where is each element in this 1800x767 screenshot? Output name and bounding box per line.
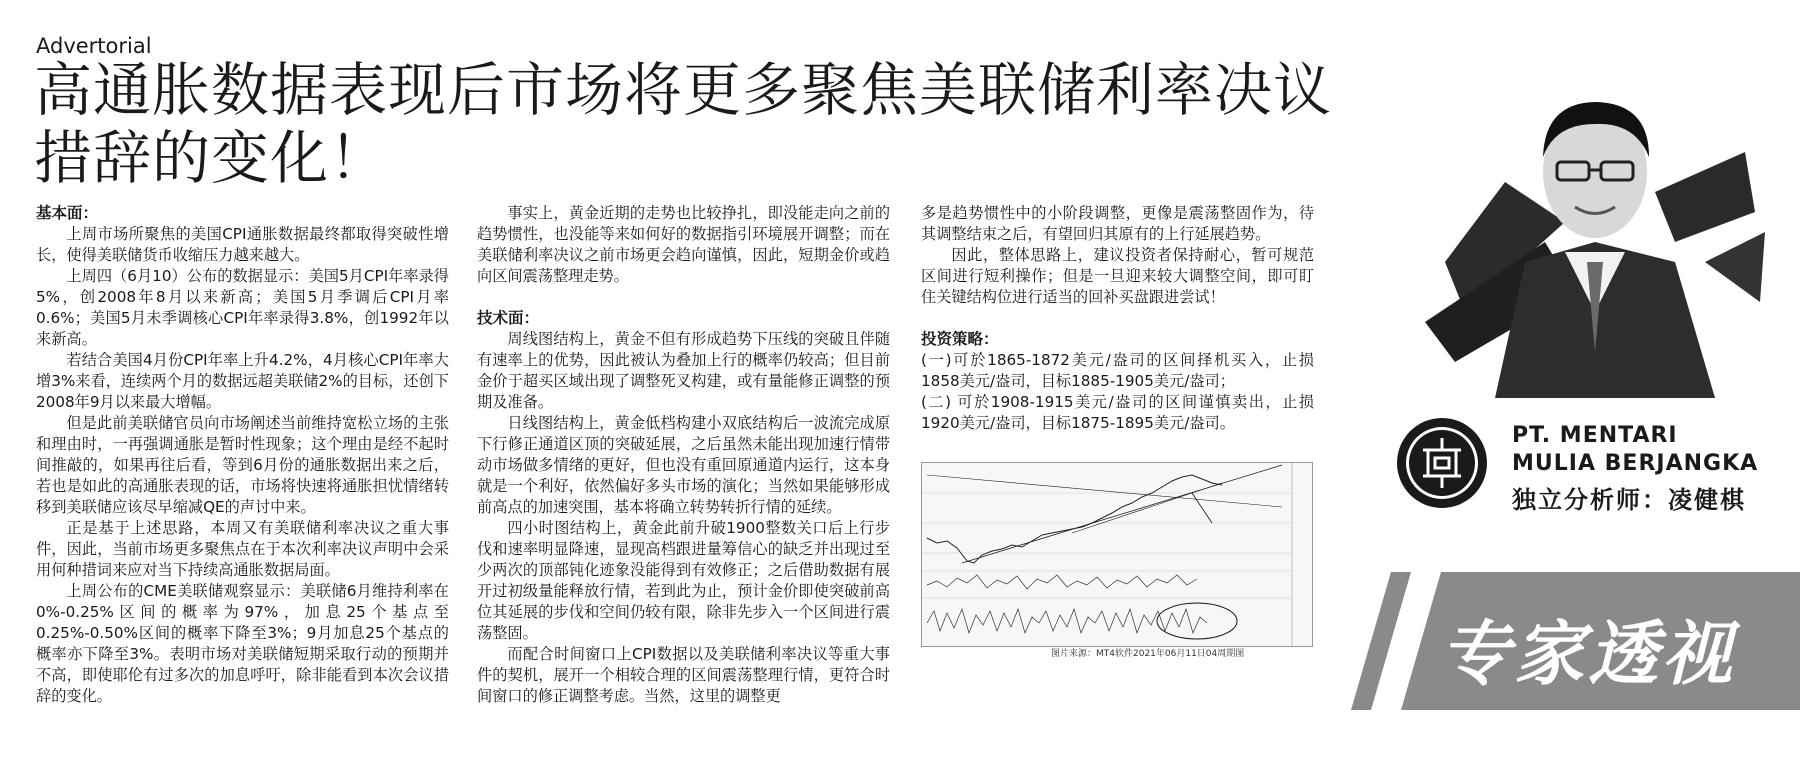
paragraph: 四小时图结构上，黄金此前升破1900整数关口后上行步伐和速率明显降速，显现高档跟进量筹信心的缺乏并出现过至少两次的顶部钝化迹象没能得到有效修正；之后借助数据有展开过初级量能释放行情，若到此为止，预计金价即使突破前高位其延展的步伐和空间仍较有限，除非先步入一个区间进行震荡整固。 (477, 519, 890, 642)
gold-price-chart-image (921, 462, 1313, 647)
section-heading-fundamental: 基本面： (36, 204, 99, 222)
article-column-3 (921, 203, 1314, 434)
paragraph: 上周四（6月10）公布的数据显示：美国5月CPI年率录得5%，创2008年8月以来新高；美国5月季调后CPI月率0.6%；美国5月未季调核心CPI年率录得3.8%，创1992年以来新高。 (36, 267, 449, 348)
article-column-1 (36, 203, 449, 707)
paragraph: 事实上，黄金近期的走势也比较挣扎，即没能走向之前的趋势惯性，也没能等来如何好的数据指引环境展开调整；而在美联储利率决议之前市场更会趋向谨慎，因此，短期金价或趋向区间震荡整理走势。 (477, 204, 890, 285)
section-heading-technical: 技术面： (477, 309, 540, 327)
chart-caption: 图片来源：MT4软件2021年06月11日04周期图 (1051, 649, 1245, 659)
company-name-line2: MULIA BERJANGKA (1512, 451, 1759, 476)
paragraph: 正是基于上述思路，本周又有美联储利率决议之重大事件，因此，当前市场更多聚焦点在于本次利率决议声明中会采用何种措词来应对当下持续高通胀数据局面。 (36, 519, 449, 579)
paragraph: 但是此前美联储官员向市场阐述当前维持宽松立场的主张和理由时，一再强调通胀是暂时性现象；这个理由是经不起时间推敲的，如果再往后看，等到6月份的通胀数据出来之后，若也是如此的高通胀表现的话，市场将快速将通胀担忧情绪转移到美联储应该尽早缩减QE的声讨中来。 (36, 414, 449, 516)
paragraph: 因此，整体思路上，建议投资者保持耐心，暂可规范区间进行短利操作；但是一旦迎来较大调整空间，即可盯住关键结构位进行适当的回补买盘跟进尝试！ (921, 246, 1314, 306)
paragraph: 多是趋势惯性中的小阶段调整，更像是震荡整固作为，待其调整结束之后，有望回归其原有的上行延展趋势。 (921, 204, 1314, 243)
analyst-portrait-image (1425, 62, 1765, 398)
article-column-2 (477, 203, 890, 707)
company-logo-icon (1395, 416, 1489, 510)
paragraph: 上周公布的CME美联储观察显示：美联储6月维持利率在0%-0.25%区间的概率为97%，加息25个基点至0.25%-0.50%区间的概率下降至3%；9月加息25个基点的概率亦下降至3%。表明市场对美联储短期采取行动的预期并不高，即使耶伦有过多次的加息呼吁，除非能看到本次会议措辞的变化。 (36, 582, 449, 705)
paragraph: 而配合时间窗口上CPI数据以及美联储利率决议等重大事件的契机，展开一个相较合理的区间震荡整理行情，更符合时间窗口的修正调整考虑。当然，这里的调整更 (477, 645, 890, 705)
strategy-item-2: (二) 可於1908-1915美元/盎司的区间谨慎卖出，止损1920美元/盎司，目标1875-1895美元/盎司。 (921, 393, 1314, 432)
company-name (1512, 422, 1758, 478)
paragraph: 上周市场所聚焦的美国CPI通胀数据最终都取得突破性增长，使得美联储货币收缩压力越来越大。 (36, 225, 449, 264)
section-heading-strategy: 投资策略： (921, 330, 999, 348)
paragraph: 日线图结构上，黄金低档构建小双底结构后一波流完成原下行修正通道区顶的突破延展，之后虽然未能出现加速行情带动市场做多情绪的更好，但也没有重回原通道内运行，这本身就是一个利好，依然偏好多头市场的演化；当然如果能够形成前高点的加速突围，基本将确立转势转折行情的延续。 (477, 414, 890, 516)
headline: 高通胀数据表现后市场将更多聚焦美联储利率决议措辞的变化！ (34, 56, 1333, 192)
company-name-line1: PT. MENTARI (1512, 423, 1678, 448)
banner-title: 专家透视 (1440, 613, 1736, 695)
chart-figure (922, 463, 1312, 646)
strategy-item-1: (一)可於1865-1872美元/盎司的区间择机买入，止损1858美元/盎司，目标1885-1905美元/盎司； (921, 351, 1314, 390)
paragraph: 若结合美国4月份CPI年率上升4.2%，4月核心CPI年率大增3%来看，连续两个月的数据远超美联储2%的目标，还创下2008年9月以来最大增幅。 (36, 351, 449, 411)
paragraph: 周线图结构上，黄金不但有形成趋势下压线的突破且伴随有速率上的优势，因此被认为叠加上行的概率仍较高；但目前金价于超买区域出现了调整死叉构建，或有量能修正调整的预期及准备。 (477, 330, 890, 411)
analyst-name: 独立分析师：凌健棋 (1512, 486, 1746, 514)
advertorial-tag: Advertorial (36, 34, 152, 58)
